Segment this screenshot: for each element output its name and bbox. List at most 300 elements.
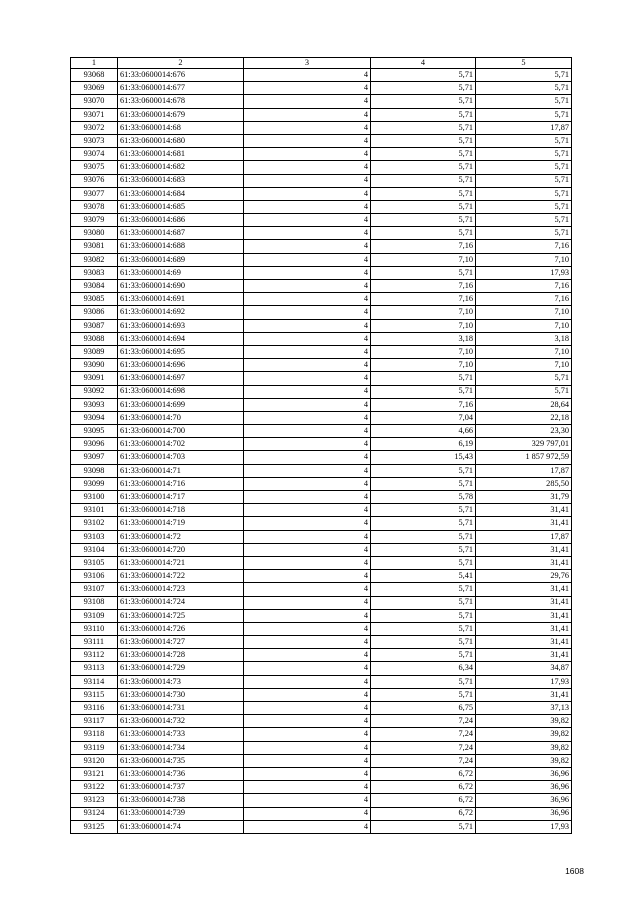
table-row [71, 148, 572, 161]
cadastral-number-cell: 61:33:0600014:677 [118, 82, 244, 95]
row-number-cell: 93088 [71, 332, 118, 345]
amount-cell: 28,64 [476, 398, 572, 411]
table-row [71, 491, 572, 504]
row-number-cell: 93109 [71, 609, 118, 622]
category-cell: 4 [244, 715, 371, 728]
row-number-cell: 93102 [71, 517, 118, 530]
category-cell: 4 [244, 187, 371, 200]
category-cell: 4 [244, 767, 371, 780]
row-number-cell: 93091 [71, 372, 118, 385]
value-cell: 5,71 [371, 636, 476, 649]
value-cell: 5,71 [371, 385, 476, 398]
table-row [71, 741, 572, 754]
table-row [71, 266, 572, 279]
cadastral-number-cell: 61:33:0600014:694 [118, 332, 244, 345]
cadastral-number-cell: 61:33:0600014:730 [118, 688, 244, 701]
table-row [71, 820, 572, 833]
value-cell: 5,71 [371, 464, 476, 477]
amount-cell: 39,82 [476, 741, 572, 754]
value-cell: 7,24 [371, 715, 476, 728]
cadastral-number-cell: 61:33:0600014:71 [118, 464, 244, 477]
value-cell: 5,71 [371, 622, 476, 635]
amount-cell: 7,10 [476, 253, 572, 266]
amount-cell: 36,96 [476, 781, 572, 794]
cadastral-number-cell: 61:33:0600014:735 [118, 754, 244, 767]
row-number-cell: 93073 [71, 134, 118, 147]
amount-cell: 5,71 [476, 108, 572, 121]
amount-cell: 1 857 972,59 [476, 451, 572, 464]
amount-cell: 17,93 [476, 266, 572, 279]
amount-cell: 7,10 [476, 306, 572, 319]
category-cell: 4 [244, 253, 371, 266]
value-cell: 6,72 [371, 781, 476, 794]
cadastral-number-cell: 61:33:0600014:73 [118, 675, 244, 688]
cadastral-number-cell: 61:33:0600014:739 [118, 807, 244, 820]
cadastral-number-cell: 61:33:0600014:676 [118, 69, 244, 82]
table-row [71, 69, 572, 82]
value-cell: 5,78 [371, 491, 476, 504]
amount-cell: 31,41 [476, 688, 572, 701]
value-cell: 5,71 [371, 200, 476, 213]
row-number-cell: 93110 [71, 622, 118, 635]
category-cell: 4 [244, 280, 371, 293]
category-cell: 4 [244, 69, 371, 82]
table-row [71, 781, 572, 794]
category-cell: 4 [244, 636, 371, 649]
cadastral-number-cell: 61:33:0600014:678 [118, 95, 244, 108]
row-number-cell: 93108 [71, 596, 118, 609]
value-cell: 6,75 [371, 702, 476, 715]
value-cell: 6,19 [371, 438, 476, 451]
value-cell: 5,71 [371, 134, 476, 147]
table-row [71, 807, 572, 820]
category-cell: 4 [244, 319, 371, 332]
amount-cell: 5,71 [476, 69, 572, 82]
cadastral-number-cell: 61:33:0600014:690 [118, 280, 244, 293]
table-row [71, 622, 572, 635]
row-number-cell: 93121 [71, 767, 118, 780]
value-cell: 7,16 [371, 398, 476, 411]
row-number-cell: 93114 [71, 675, 118, 688]
amount-cell: 17,87 [476, 530, 572, 543]
cadastral-number-cell: 61:33:0600014:737 [118, 781, 244, 794]
cadastral-number-cell: 61:33:0600014:724 [118, 596, 244, 609]
document-page [70, 57, 571, 834]
table-row [71, 451, 572, 464]
row-number-cell: 93082 [71, 253, 118, 266]
amount-cell: 5,71 [476, 187, 572, 200]
table-row [71, 121, 572, 134]
row-number-cell: 93083 [71, 266, 118, 279]
row-number-cell: 93111 [71, 636, 118, 649]
cadastral-number-cell: 61:33:0600014:687 [118, 227, 244, 240]
cadastral-number-cell: 61:33:0600014:682 [118, 161, 244, 174]
row-number-cell: 93077 [71, 187, 118, 200]
cadastral-number-cell: 61:33:0600014:698 [118, 385, 244, 398]
value-cell: 5,71 [371, 69, 476, 82]
table-row [71, 200, 572, 213]
cadastral-number-cell: 61:33:0600014:685 [118, 200, 244, 213]
value-cell: 3,18 [371, 332, 476, 345]
cadastral-number-cell: 61:33:0600014:702 [118, 438, 244, 451]
value-cell: 6,34 [371, 662, 476, 675]
category-cell: 4 [244, 491, 371, 504]
table-row [71, 187, 572, 200]
table-row [71, 425, 572, 438]
category-cell: 4 [244, 200, 371, 213]
row-number-cell: 93081 [71, 240, 118, 253]
table-row [71, 754, 572, 767]
table-row [71, 675, 572, 688]
row-number-cell: 93098 [71, 464, 118, 477]
table-row [71, 702, 572, 715]
row-number-cell: 93090 [71, 359, 118, 372]
table-header [71, 58, 572, 69]
row-number-cell: 93086 [71, 306, 118, 319]
table-row [71, 372, 572, 385]
cadastral-number-cell: 61:33:0600014:732 [118, 715, 244, 728]
header-row [71, 58, 572, 69]
value-cell: 7,24 [371, 741, 476, 754]
value-cell: 6,72 [371, 767, 476, 780]
cadastral-number-cell: 61:33:0600014:679 [118, 108, 244, 121]
category-cell: 4 [244, 108, 371, 121]
row-number-cell: 93123 [71, 794, 118, 807]
value-cell: 4,66 [371, 425, 476, 438]
table-row [71, 253, 572, 266]
amount-cell: 285,50 [476, 477, 572, 490]
value-cell: 5,71 [371, 372, 476, 385]
row-number-cell: 93104 [71, 543, 118, 556]
table-row [71, 359, 572, 372]
category-cell: 4 [244, 345, 371, 358]
table-row [71, 398, 572, 411]
value-cell: 5,71 [371, 82, 476, 95]
row-number-cell: 93096 [71, 438, 118, 451]
category-cell: 4 [244, 240, 371, 253]
cadastral-number-cell: 61:33:0600014:686 [118, 214, 244, 227]
amount-cell: 31,41 [476, 609, 572, 622]
column-header-1: 1 [71, 58, 118, 69]
category-cell: 4 [244, 688, 371, 701]
row-number-cell: 93097 [71, 451, 118, 464]
category-cell: 4 [244, 398, 371, 411]
value-cell: 5,71 [371, 517, 476, 530]
amount-cell: 5,71 [476, 134, 572, 147]
row-number-cell: 93069 [71, 82, 118, 95]
cadastral-number-cell: 61:33:0600014:681 [118, 148, 244, 161]
row-number-cell: 93120 [71, 754, 118, 767]
amount-cell: 5,71 [476, 200, 572, 213]
table-row [71, 82, 572, 95]
amount-cell: 39,82 [476, 754, 572, 767]
row-number-cell: 93101 [71, 504, 118, 517]
amount-cell: 7,16 [476, 293, 572, 306]
cadastral-number-cell: 61:33:0600014:721 [118, 556, 244, 569]
amount-cell: 7,10 [476, 345, 572, 358]
value-cell: 15,43 [371, 451, 476, 464]
row-number-cell: 93070 [71, 95, 118, 108]
category-cell: 4 [244, 622, 371, 635]
cadastral-number-cell: 61:33:0600014:716 [118, 477, 244, 490]
row-number-cell: 93117 [71, 715, 118, 728]
value-cell: 7,10 [371, 306, 476, 319]
cadastral-number-cell: 61:33:0600014:70 [118, 411, 244, 424]
amount-cell: 5,71 [476, 161, 572, 174]
table-row [71, 517, 572, 530]
category-cell: 4 [244, 728, 371, 741]
row-number-cell: 93105 [71, 556, 118, 569]
category-cell: 4 [244, 121, 371, 134]
cadastral-number-cell: 61:33:0600014:72 [118, 530, 244, 543]
row-number-cell: 93107 [71, 583, 118, 596]
value-cell: 7,16 [371, 240, 476, 253]
cadastral-number-cell: 61:33:0600014:692 [118, 306, 244, 319]
category-cell: 4 [244, 477, 371, 490]
table-row [71, 649, 572, 662]
amount-cell: 31,79 [476, 491, 572, 504]
row-number-cell: 93078 [71, 200, 118, 213]
amount-cell: 37,13 [476, 702, 572, 715]
value-cell: 7,16 [371, 280, 476, 293]
value-cell: 5,71 [371, 556, 476, 569]
category-cell: 4 [244, 570, 371, 583]
cadastral-number-cell: 61:33:0600014:725 [118, 609, 244, 622]
amount-cell: 17,87 [476, 121, 572, 134]
table-row [71, 464, 572, 477]
category-cell: 4 [244, 543, 371, 556]
table-row [71, 280, 572, 293]
column-header-3: 3 [244, 58, 371, 69]
amount-cell: 23,30 [476, 425, 572, 438]
table-row [71, 214, 572, 227]
value-cell: 5,71 [371, 649, 476, 662]
value-cell: 7,04 [371, 411, 476, 424]
cadastral-number-cell: 61:33:0600014:700 [118, 425, 244, 438]
row-number-cell: 93072 [71, 121, 118, 134]
table-row [71, 293, 572, 306]
amount-cell: 5,71 [476, 372, 572, 385]
category-cell: 4 [244, 214, 371, 227]
value-cell: 5,71 [371, 609, 476, 622]
value-cell: 5,71 [371, 227, 476, 240]
row-number-cell: 93100 [71, 491, 118, 504]
amount-cell: 31,41 [476, 556, 572, 569]
cadastral-number-cell: 61:33:0600014:695 [118, 345, 244, 358]
row-number-cell: 93124 [71, 807, 118, 820]
amount-cell: 34,87 [476, 662, 572, 675]
category-cell: 4 [244, 332, 371, 345]
row-number-cell: 93085 [71, 293, 118, 306]
amount-cell: 36,96 [476, 794, 572, 807]
cadastral-number-cell: 61:33:0600014:736 [118, 767, 244, 780]
table-body [71, 69, 572, 834]
value-cell: 6,72 [371, 807, 476, 820]
cadastral-number-cell: 61:33:0600014:727 [118, 636, 244, 649]
data-table [70, 57, 572, 834]
row-number-cell: 93094 [71, 411, 118, 424]
cadastral-number-cell: 61:33:0600014:738 [118, 794, 244, 807]
row-number-cell: 93103 [71, 530, 118, 543]
amount-cell: 31,41 [476, 517, 572, 530]
value-cell: 5,71 [371, 543, 476, 556]
row-number-cell: 93076 [71, 174, 118, 187]
category-cell: 4 [244, 425, 371, 438]
category-cell: 4 [244, 609, 371, 622]
column-header-5: 5 [476, 58, 572, 69]
category-cell: 4 [244, 583, 371, 596]
amount-cell: 39,82 [476, 728, 572, 741]
cadastral-number-cell: 61:33:0600014:683 [118, 174, 244, 187]
cadastral-number-cell: 61:33:0600014:69 [118, 266, 244, 279]
category-cell: 4 [244, 372, 371, 385]
value-cell: 5,71 [371, 266, 476, 279]
category-cell: 4 [244, 741, 371, 754]
table-row [71, 345, 572, 358]
table-row [71, 108, 572, 121]
row-number-cell: 93118 [71, 728, 118, 741]
row-number-cell: 93087 [71, 319, 118, 332]
amount-cell: 39,82 [476, 715, 572, 728]
cadastral-number-cell: 61:33:0600014:729 [118, 662, 244, 675]
value-cell: 5,71 [371, 688, 476, 701]
category-cell: 4 [244, 596, 371, 609]
cadastral-number-cell: 61:33:0600014:693 [118, 319, 244, 332]
cadastral-number-cell: 61:33:0600014:726 [118, 622, 244, 635]
amount-cell: 5,71 [476, 148, 572, 161]
table-row [71, 227, 572, 240]
table-row [71, 609, 572, 622]
cadastral-number-cell: 61:33:0600014:680 [118, 134, 244, 147]
cadastral-number-cell: 61:33:0600014:699 [118, 398, 244, 411]
category-cell: 4 [244, 95, 371, 108]
cadastral-number-cell: 61:33:0600014:718 [118, 504, 244, 517]
amount-cell: 31,41 [476, 636, 572, 649]
row-number-cell: 93099 [71, 477, 118, 490]
cadastral-number-cell: 61:33:0600014:728 [118, 649, 244, 662]
value-cell: 7,24 [371, 754, 476, 767]
amount-cell: 5,71 [476, 82, 572, 95]
category-cell: 4 [244, 675, 371, 688]
table-row [71, 438, 572, 451]
amount-cell: 5,71 [476, 174, 572, 187]
category-cell: 4 [244, 517, 371, 530]
category-cell: 4 [244, 266, 371, 279]
table-row [71, 583, 572, 596]
category-cell: 4 [244, 504, 371, 517]
row-number-cell: 93092 [71, 385, 118, 398]
table-row [71, 319, 572, 332]
amount-cell: 7,16 [476, 280, 572, 293]
row-number-cell: 93125 [71, 820, 118, 833]
value-cell: 6,72 [371, 794, 476, 807]
row-number-cell: 93089 [71, 345, 118, 358]
amount-cell: 329 797,01 [476, 438, 572, 451]
table-row [71, 332, 572, 345]
value-cell: 7,16 [371, 293, 476, 306]
value-cell: 7,10 [371, 253, 476, 266]
value-cell: 5,71 [371, 161, 476, 174]
cadastral-number-cell: 61:33:0600014:717 [118, 491, 244, 504]
table-row [71, 385, 572, 398]
amount-cell: 5,71 [476, 227, 572, 240]
cadastral-number-cell: 61:33:0600014:723 [118, 583, 244, 596]
table-row [71, 543, 572, 556]
amount-cell: 7,16 [476, 240, 572, 253]
row-number-cell: 93116 [71, 702, 118, 715]
cadastral-number-cell: 61:33:0600014:722 [118, 570, 244, 583]
amount-cell: 22,18 [476, 411, 572, 424]
category-cell: 4 [244, 148, 371, 161]
category-cell: 4 [244, 293, 371, 306]
table-row [71, 411, 572, 424]
cadastral-number-cell: 61:33:0600014:74 [118, 820, 244, 833]
row-number-cell: 93113 [71, 662, 118, 675]
amount-cell: 31,41 [476, 649, 572, 662]
value-cell: 5,41 [371, 570, 476, 583]
row-number-cell: 93068 [71, 69, 118, 82]
table-row [71, 161, 572, 174]
category-cell: 4 [244, 649, 371, 662]
cadastral-number-cell: 61:33:0600014:733 [118, 728, 244, 741]
column-header-2: 2 [118, 58, 244, 69]
amount-cell: 5,71 [476, 95, 572, 108]
table-row [71, 596, 572, 609]
category-cell: 4 [244, 359, 371, 372]
value-cell: 5,71 [371, 675, 476, 688]
value-cell: 5,71 [371, 530, 476, 543]
category-cell: 4 [244, 134, 371, 147]
category-cell: 4 [244, 227, 371, 240]
amount-cell: 7,10 [476, 319, 572, 332]
category-cell: 4 [244, 530, 371, 543]
value-cell: 5,71 [371, 148, 476, 161]
table-row [71, 715, 572, 728]
row-number-cell: 93093 [71, 398, 118, 411]
row-number-cell: 93112 [71, 649, 118, 662]
value-cell: 5,71 [371, 121, 476, 134]
amount-cell: 5,71 [476, 385, 572, 398]
value-cell: 5,71 [371, 583, 476, 596]
amount-cell: 3,18 [476, 332, 572, 345]
category-cell: 4 [244, 82, 371, 95]
amount-cell: 29,76 [476, 570, 572, 583]
row-number-cell: 93079 [71, 214, 118, 227]
category-cell: 4 [244, 556, 371, 569]
category-cell: 4 [244, 702, 371, 715]
table-row [71, 306, 572, 319]
value-cell: 5,71 [371, 108, 476, 121]
amount-cell: 31,41 [476, 596, 572, 609]
value-cell: 7,24 [371, 728, 476, 741]
category-cell: 4 [244, 161, 371, 174]
row-number-cell: 93075 [71, 161, 118, 174]
category-cell: 4 [244, 754, 371, 767]
table-row [71, 570, 572, 583]
table-row [71, 636, 572, 649]
column-header-4: 4 [371, 58, 476, 69]
row-number-cell: 93095 [71, 425, 118, 438]
value-cell: 5,71 [371, 174, 476, 187]
cadastral-number-cell: 61:33:0600014:689 [118, 253, 244, 266]
category-cell: 4 [244, 306, 371, 319]
row-number-cell: 93071 [71, 108, 118, 121]
cadastral-number-cell: 61:33:0600014:697 [118, 372, 244, 385]
table-row [71, 95, 572, 108]
value-cell: 5,71 [371, 504, 476, 517]
cadastral-number-cell: 61:33:0600014:720 [118, 543, 244, 556]
category-cell: 4 [244, 451, 371, 464]
